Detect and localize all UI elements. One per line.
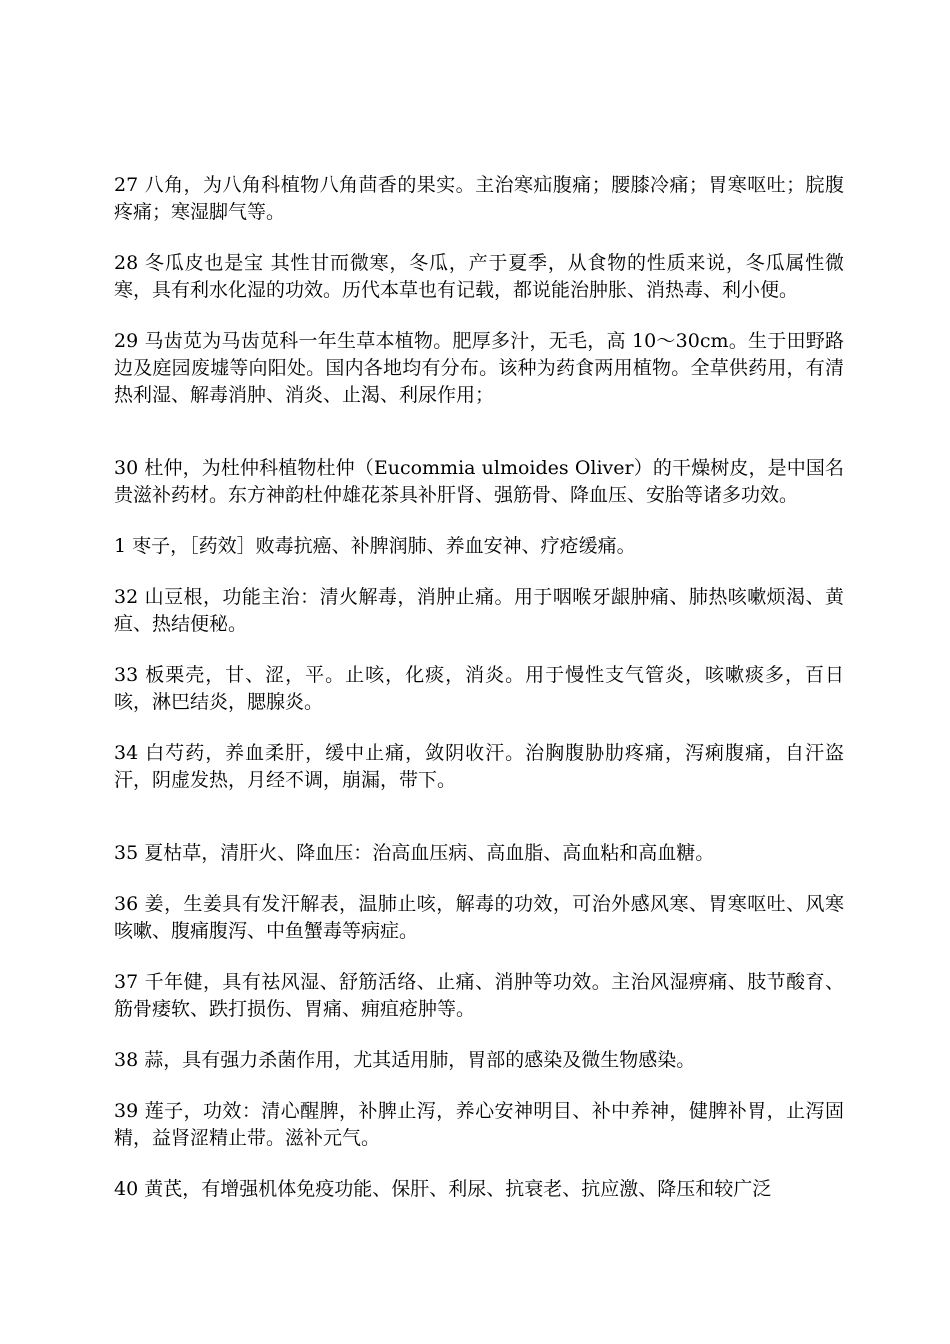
- paragraph-28: 28 冬瓜皮也是宝 其性甘而微寒，冬瓜，产于夏季，从食物的性质来说，冬瓜属性微寒，具有利水化湿的功效。历代本草也有记载，都说能治肿胀、消热毒、利小便。: [114, 252, 844, 301]
- paragraph-40: 40 黄芪，有增强机体免疫功能、保肝、利尿、抗衰老、抗应激、降压和较广泛: [114, 1178, 772, 1200]
- paragraph-30: 30 杜仲，为杜仲科植物杜仲（Eucommia ulmoides Oliver）的干燥树皮，是中国名贵滋补药材。东方神韵杜仲雄花茶具补肝肾、强筋骨、降血压、安胎等诸多功效。: [114, 457, 844, 506]
- paragraph-36: 36 姜，生姜具有发汗解表，温肺止咳，解毒的功效，可治外感风寒、胃寒呕吐、风寒咳嗽、腹痛腹泻、中鱼蟹毒等病症。: [114, 893, 844, 942]
- paragraph-38: 38 蒜，具有强力杀菌作用，尤其适用肺，胃部的感染及微生物感染。: [114, 1049, 696, 1071]
- paragraph-27: 27 八角，为八角科植物八角茴香的果实。主治寒疝腹痛；腰膝冷痛；胃寒呕吐；脘腹疼痛；寒湿脚气等。: [114, 174, 844, 223]
- document-page: [114, 172, 844, 1227]
- paragraph-34: 34 白芍药，养血柔肝，缓中止痛，敛阴收汗。治胸腹胁肋疼痛，泻痢腹痛，自汗盗汗，阴虚发热，月经不调，崩漏，带下。: [114, 742, 844, 791]
- paragraph-29: 29 马齿苋为马齿苋科一年生草本植物。肥厚多汁，无毛，高 10～30cm。生于田野路边及庭园废墟等向阳处。国内各地均有分布。该种为药食两用植物。全草供药用，有清热利湿、解毒消肿、消炎、止渴、利尿作用；: [114, 330, 844, 406]
- paragraph-39: 39 莲子，功效：清心醒脾，补脾止泻，养心安神明目、补中养神，健脾补胃，止泻固精，益肾涩精止带。滋补元气。: [114, 1100, 844, 1149]
- paragraph-33: 33 板栗壳，甘、涩，平。止咳，化痰，消炎。用于慢性支气管炎，咳嗽痰多，百日咳，淋巴结炎，腮腺炎。: [114, 664, 844, 713]
- paragraph-32: 32 山豆根，功能主治：清火解毒，消肿止痛。用于咽喉牙龈肿痛、肺热咳嗽烦渴、黄疸、热结便秘。: [114, 586, 844, 635]
- paragraph-35: 35 夏枯草，清肝火、降血压：治高血压病、高血脂、高血粘和高血糖。: [114, 842, 715, 864]
- paragraph-37: 37 千年健，具有祛风湿、舒筋活络、止痛、消肿等功效。主治风湿痹痛、肢节酸育、筋骨痿软、跌打损伤、胃痛、痈疽疮肿等。: [114, 971, 844, 1020]
- paragraph-31: 1 枣子，［药效］败毒抗癌、补脾润肺、养血安神、疗疮缓痛。: [114, 535, 636, 557]
